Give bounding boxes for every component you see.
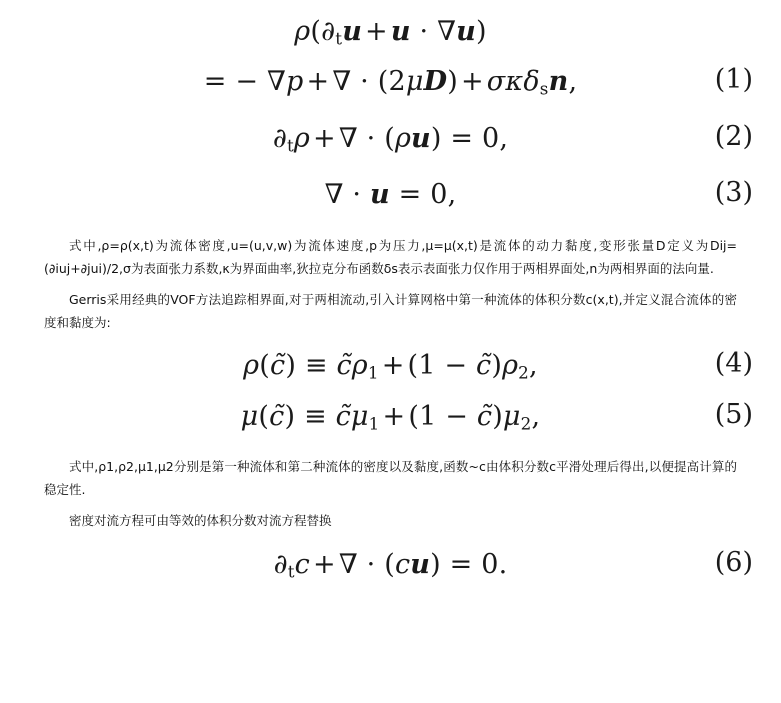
- equation-3-number: (3): [714, 177, 753, 209]
- equation-5: [18, 399, 763, 435]
- equation-1-line-2: [18, 64, 763, 100]
- equation-4: [18, 348, 763, 384]
- equation-6-line-1-body: $\partial_tc$ + ∇ · (cu) = 0.: [273, 548, 508, 582]
- equation-1-line-2-body: = − ∇p + ∇ · (2μD) + σκδ$_s$n,: [203, 66, 578, 100]
- equation-4-number: (4): [714, 348, 753, 380]
- equation-5-number: (5): [714, 398, 753, 430]
- paragraph-density-viscosity: 式中,ρ1,ρ2,μ1,μ2分别是第一种流体和第二种流体的密度以及黏度,函数~c由体积分数c平滑处理后得出,以便提高计算的稳定性.: [44, 459, 737, 498]
- equation-6: [18, 547, 763, 583]
- equation-1: [18, 0, 763, 101]
- equation-2-number: (2): [714, 120, 753, 152]
- equation-6-number: (6): [714, 546, 753, 578]
- paragraph-vof-method: Gerris采用经典的VOF方法追踪相界面,对于两相流动,引入计算网格中第一种流体的体积分数c(x,t),并定义混合流体的密度和黏度为:: [44, 292, 737, 331]
- equation-5-line-1: [18, 399, 763, 435]
- equation-4-line-1-body: ρ(c̃) ≡ $c̃\rho_1 + (1$ − $c̃)\rho_2$,: [243, 350, 538, 383]
- equation-3-line-1-body: ∇ · u = 0,: [324, 179, 457, 211]
- equation-2-line-1-body: $\partial_t\rho$ + ∇ · (ρu) = 0,: [272, 122, 509, 156]
- equation-3-line-1: [18, 177, 763, 213]
- equation-1-line-1: [18, 14, 763, 50]
- equation-2-line-1: [18, 121, 763, 157]
- equation-5-line-1-body: μ(c̃) ≡ $c̃\mu_1 + (1$ − $c̃)\mu_2$,: [240, 400, 541, 434]
- equation-1-line-1-body: $\rho(\partial_tu + u \cdot \nabla u)$: [294, 16, 487, 49]
- equation-3: [18, 177, 763, 213]
- equation-6-line-1: [18, 547, 763, 583]
- equation-1-number: (1): [714, 64, 753, 96]
- equation-4-line-1: [18, 348, 763, 384]
- equation-2: [18, 121, 763, 157]
- paragraph-advection: 密度对流方程可由等效的体积分数对流方程替换: [69, 513, 332, 529]
- paragraph-notation: 式中,ρ=ρ(x,t)为流体密度,u=(u,v,w)为流体速度,p为压力,μ=μ(x,t)是流体的动力黏度,变形张量D定义为Dij=(∂iuj+∂jui)/2,σ为表面张力系数,κ为界面曲率,狄拉克分布函数δs表示表面张力仅作用于两相界面处,n为两相界面的法向量.: [44, 237, 737, 276]
